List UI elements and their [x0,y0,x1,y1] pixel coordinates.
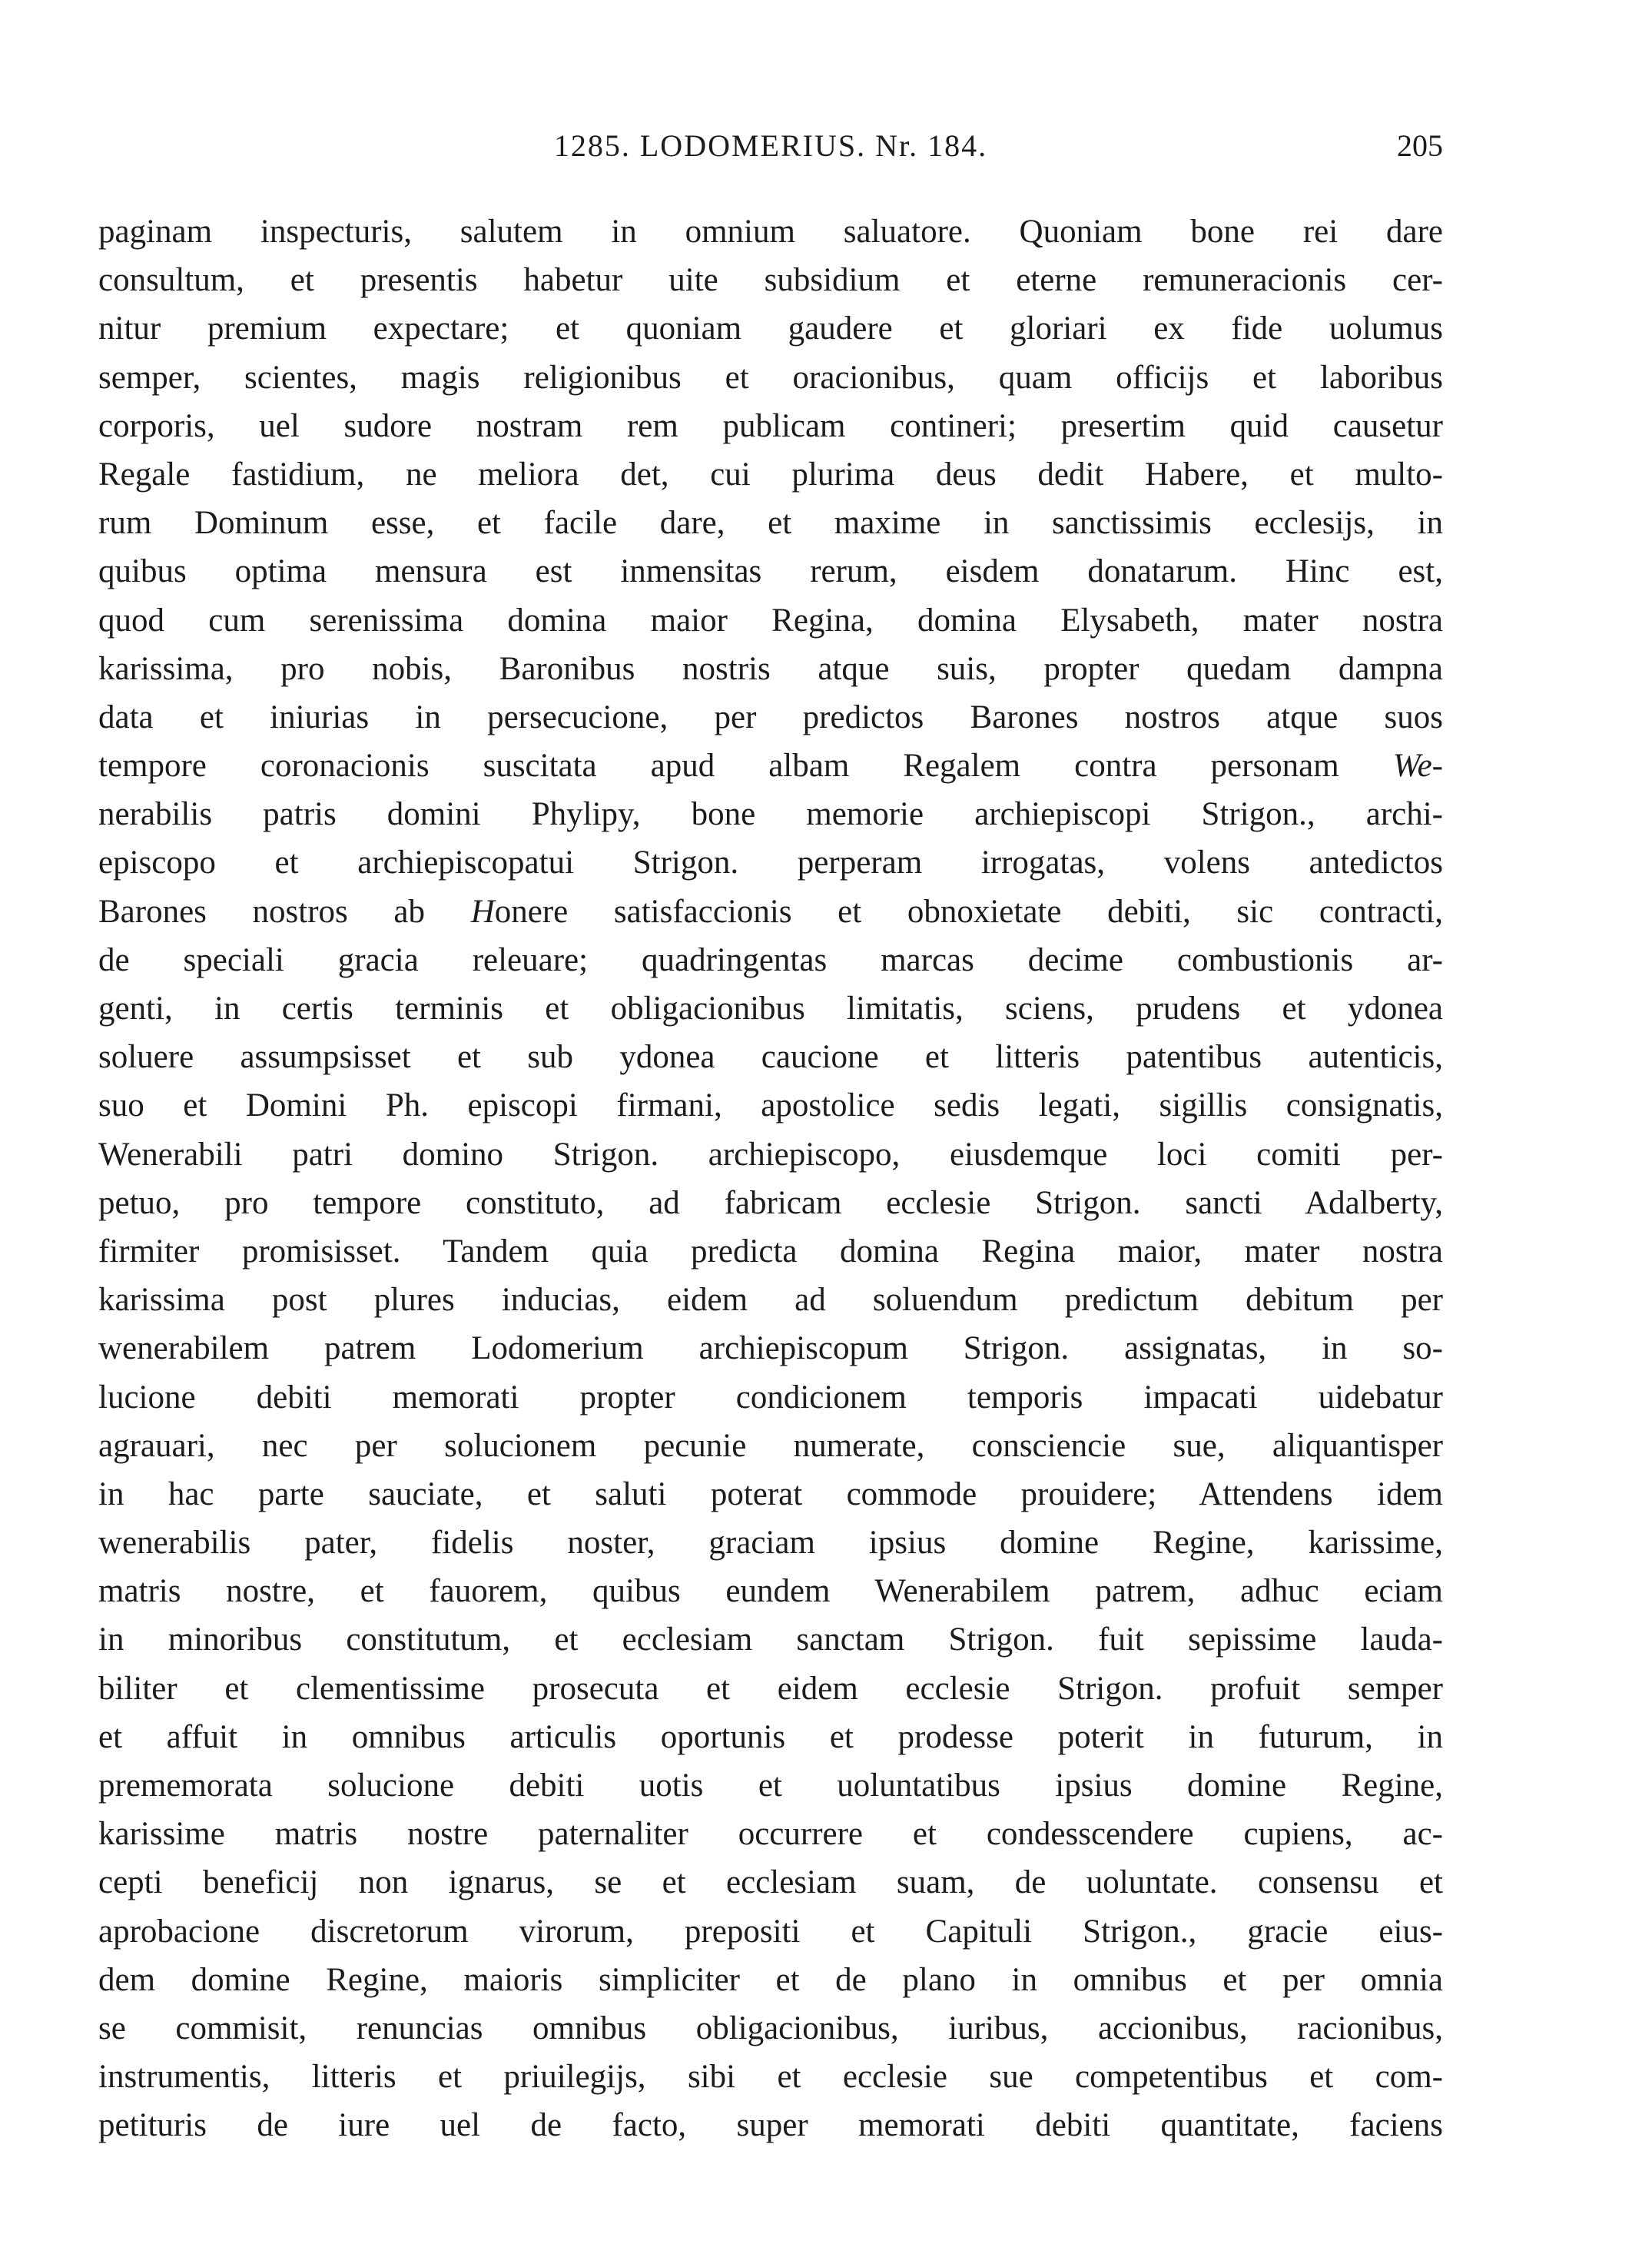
text-line: rum Dominum esse, et facile dare, et maxime in sanctissimis ecclesijs, in [98,505,1443,542]
text-segment: tempore coronacionis suscitata apud albam Regalem contra personam [98,748,1339,785]
text-line: quibus optima mensura est inmensitas rerum, eisdem donatarum. Hinc est, [98,553,1443,590]
text-line: lucione debiti memorati propter condicionem temporis impacati uidebatur [98,1379,1443,1416]
text-line: karissima, pro nobis, Baronibus nostris atque suis, propter quedam dampna [98,650,1443,687]
text-line: semper, scientes, magis religionibus et oracionibus, quam officijs et laboribus [98,359,1443,396]
text-line: nitur premium expectare; et quoniam gaudere et gloriari ex fide uolumus [98,310,1443,347]
text-line: consultum, et presentis habetur uite subsidium et eterne remuneracionis cer- [98,262,1443,299]
text-line: paginam inspecturis, salutem in omnium saluatore. Quoniam bone rei dare [98,214,1443,250]
text-line: genti, in certis terminis et obligacionibus limitatis, sciens, prudens et ydonea [98,991,1443,1027]
text-line: in minoribus constitutum, et ecclesiam sanctam Strigon. fuit sepissime lauda- [98,1621,1443,1658]
text-line: petuo, pro tempore constituto, ad fabricam ecclesie Strigon. sancti Adalberty, [98,1184,1443,1221]
text-segment: onere satisfaccionis et obnoxietate debiti, sic contracti, [494,893,1443,930]
text-line: dem domine Regine, maioris simpliciter et de plano in omnibus et per omnia [98,1961,1443,1998]
text-line: wenerabilem patrem Lodomerium archiepiscopum Strigon. assignatas, in so- [98,1330,1443,1367]
text-line: aprobacione discretorum virorum, prepositi et Capituli Strigon., gracie eius- [98,1913,1443,1950]
text-line: Regale fastidium, ne meliora det, cui plurima deus dedit Habere, et multo- [98,456,1443,493]
text-line: karissime matris nostre paternaliter occurrere et condesscendere cupiens, ac- [98,1816,1443,1853]
text-line: et affuit in omnibus articulis oportunis et prodesse poterit in futurum, in [98,1718,1443,1755]
text-line: suo et Domini Ph. episcopi firmani, apostolice sedis legati, sigillis consignatis, [98,1087,1443,1124]
text-line [98,888,1443,936]
text-line: petituris de iure uel de facto, super memorati debiti quantitate, faciens [98,2107,1443,2144]
text-line: corporis, uel sudore nostram rem publicam contineri; presertim quid causetur [98,407,1443,444]
running-head [98,123,1443,169]
text-line [98,742,1443,790]
text-line: biliter et clementissime prosecuta et eidem ecclesie Strigon. profuit semper [98,1670,1443,1707]
text-segment: Barones nostros ab [98,893,426,930]
text-line: wenerabilis pater, fidelis noster, graciam ipsius domine Regine, karissime, [98,1525,1443,1562]
text-line: firmiter promisisset. Tandem quia predicta domina Regina maior, mater nostra [98,1233,1443,1270]
italic-segment: H [470,893,495,930]
running-title: 1285. LODOMERIUS. Nr. 184. [553,128,988,163]
text-line: agrauari, nec per solucionem pecunie numerate, consciencie sue, aliquantisper [98,1427,1443,1464]
italic-segment: We- [1392,748,1443,785]
text-line: data et iniurias in persecucione, per predictos Barones nostros atque suos [98,699,1443,735]
text-line: cepti beneficij non ignarus, se et ecclesiam suam, de uoluntate. consensu et [98,1864,1443,1901]
text-line: se commisit, renuncias omnibus obligacionibus, iuribus, accionibus, racionibus, [98,2010,1443,2046]
page-number: 205 [1397,128,1443,163]
text-line: prememorata solucione debiti uotis et uoluntatibus ipsius domine Regine, [98,1767,1443,1804]
text-line: Wenerabili patri domino Strigon. archiepiscopo, eiusdemque loci comiti per- [98,1136,1443,1173]
text-line: de speciali gracia releuare; quadringentas marcas decime combustionis ar- [98,941,1443,978]
text-line: karissima post plures inducias, eidem ad soluendum predictum debitum per [98,1282,1443,1319]
text-line: matris nostre, et fauorem, quibus eundem Wenerabilem patrem, adhuc eciam [98,1573,1443,1610]
text-line: quod cum serenissima domina maior Regina, domina Elysabeth, mater nostra [98,602,1443,639]
text-line: soluere assumpsisset et sub ydonea caucione et litteris patentibus autenticis, [98,1039,1443,1076]
body-text [98,207,1443,2150]
text-line: nerabilis patris domini Phylipy, bone memorie archiepiscopi Strigon., archi- [98,796,1443,833]
text-line: episcopo et archiepiscopatui Strigon. perperam irrogatas, volens antedictos [98,845,1443,881]
text-line: in hac parte sauciate, et saluti poterat commode prouidere; Attendens idem [98,1475,1443,1512]
text-line: instrumentis, litteris et priuilegijs, sibi et ecclesie sue competentibus et com- [98,2059,1443,2096]
